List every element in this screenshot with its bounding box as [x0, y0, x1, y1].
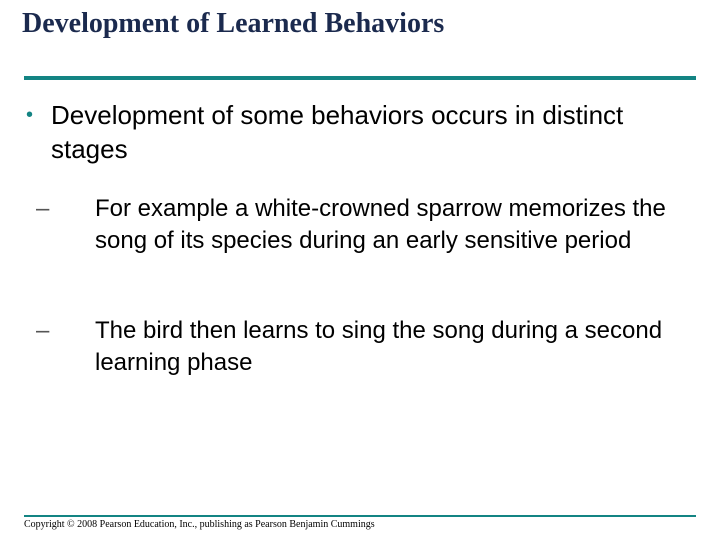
- sub-bullet-marker: –: [36, 317, 50, 344]
- title-divider: [24, 76, 696, 80]
- sub-bullet-marker: –: [36, 195, 50, 222]
- bullet-item: [26, 98, 666, 166]
- slide-title: Development of Learned Behaviors: [22, 8, 445, 39]
- sub-bullet-text: For example a white-crowned sparrow memorizes the song of its species during an early sensitive period: [95, 195, 666, 254]
- sub-bullet-item: [36, 193, 676, 257]
- footer-divider: [24, 515, 696, 517]
- bullet-text: Development of some behaviors occurs in distinct stages: [51, 100, 624, 164]
- bullet-marker: •: [26, 104, 34, 126]
- sub-bullet-text: The bird then learns to sing the song during a second learning phase: [95, 317, 663, 376]
- sub-bullet-item: [36, 315, 676, 379]
- copyright-footer: Copyright © 2008 Pearson Education, Inc., publishing as Pearson Benjamin Cummings: [24, 519, 375, 530]
